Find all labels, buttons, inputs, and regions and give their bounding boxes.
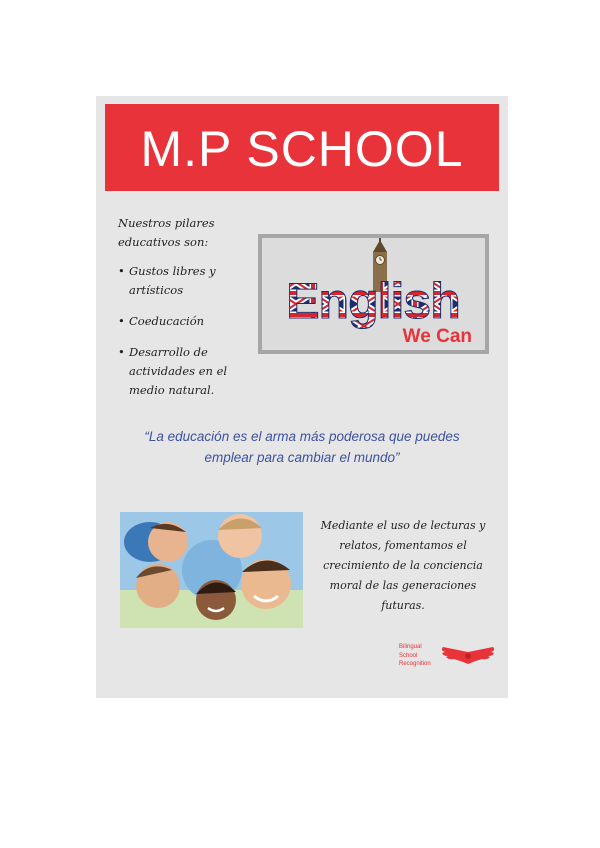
child-face bbox=[196, 580, 236, 620]
english-we-can-logo bbox=[258, 234, 489, 354]
we-can-tagline: We Can bbox=[402, 326, 472, 347]
reading-text: Mediante el uso de lecturas y relatos, fomentamos el crecimiento de la conciencia moral de las generaciones futuras. bbox=[320, 519, 486, 612]
bullet: • bbox=[118, 264, 125, 278]
pillar-text: Desarrollo de actividades en el medio natural. bbox=[129, 345, 228, 397]
children-photo bbox=[120, 512, 303, 628]
recognition-label: Bilingual School Recognition bbox=[399, 644, 431, 667]
pillar-item bbox=[118, 312, 258, 331]
title-banner bbox=[105, 104, 499, 191]
school-poster bbox=[96, 96, 508, 698]
wings-emblem-icon bbox=[439, 644, 497, 666]
child-face bbox=[218, 514, 262, 558]
english-word: English bbox=[286, 273, 460, 329]
english-logo-art bbox=[262, 238, 485, 350]
pillar-text: Coeducación bbox=[129, 314, 205, 328]
bullet: • bbox=[118, 314, 125, 328]
bilingual-recognition-badge bbox=[399, 643, 499, 673]
school-title: M.P SCHOOL bbox=[140, 121, 464, 177]
child-face bbox=[241, 559, 291, 609]
pillars-section bbox=[118, 214, 258, 412]
pillars-intro: Nuestros pilares educativos son: bbox=[118, 216, 215, 249]
quote-text: “La educación es el arma más poderosa que puedes emplear para cambiar el mundo” bbox=[144, 429, 460, 465]
child-face bbox=[124, 522, 188, 562]
pillar-text: Gustos libres y artísticos bbox=[129, 264, 216, 297]
pillar-item bbox=[118, 343, 258, 400]
child-face bbox=[136, 564, 180, 608]
bullet: • bbox=[118, 345, 125, 359]
pillar-item bbox=[118, 262, 258, 300]
